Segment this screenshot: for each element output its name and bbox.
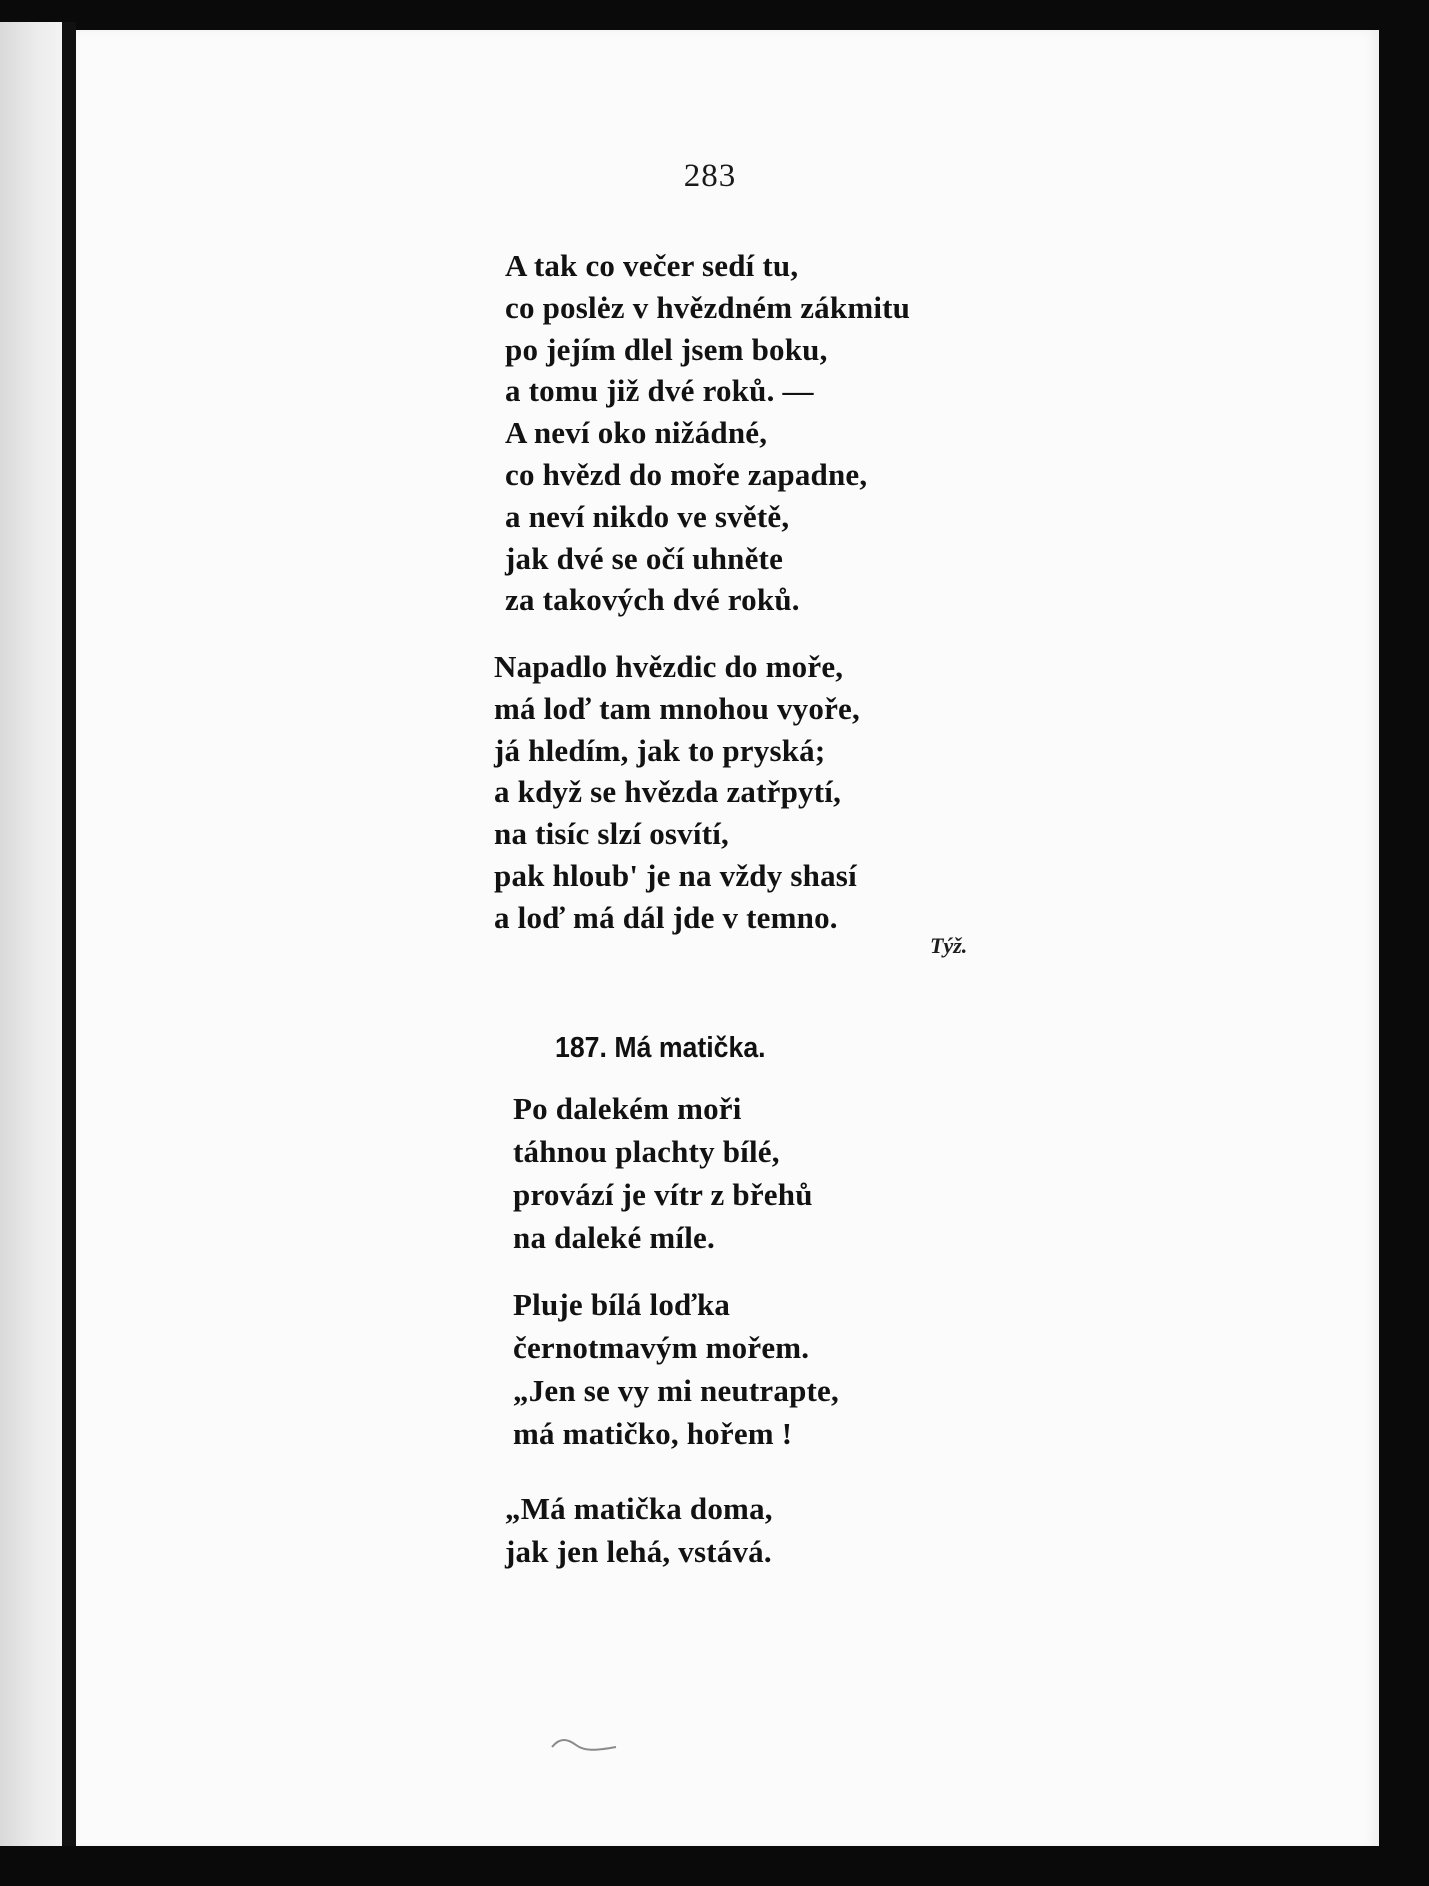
verse-line: „Jen se vy mi neutrapte, — [513, 1373, 839, 1408]
verse-line: A tak co večer sedí tu, — [505, 248, 799, 283]
verse-line: má loď tam mnohou vyoře, — [494, 690, 860, 726]
verse-line: co poslėz v hvězdném zákmitu — [505, 289, 911, 325]
ink-mark — [550, 1735, 620, 1755]
verse-line: na daleké míle. — [513, 1220, 715, 1255]
verse-line: na tisíc slzí osvítí, — [494, 816, 729, 852]
stanza-4 — [513, 1283, 839, 1455]
poem-title: 187. Má matička. — [555, 1032, 766, 1064]
stanza-3 — [513, 1087, 813, 1259]
verse-line: táhnou plachty bílé, — [513, 1134, 780, 1169]
verse-line: a neví nikdo ve světě, — [505, 498, 790, 534]
verse-line: pak hloub' je na vždy shasí — [494, 857, 857, 893]
verse-line: „Má matička doma, — [505, 1491, 773, 1526]
verse-line: po jejím dlel jsem boku, — [505, 331, 828, 367]
stanza-5 — [505, 1487, 773, 1573]
verse-line: jak jen lehá, vstává. — [505, 1534, 772, 1569]
page-number: 283 — [683, 158, 737, 194]
stanza-2 — [494, 646, 860, 939]
verse-line: a tomu již dvé roků. — — [505, 373, 814, 409]
verse-line: a loď má dál jde v temno. — [494, 899, 838, 935]
verse-line: Napadlo hvězdic do moře, — [494, 649, 844, 684]
verse-line: za takových dvé roků. — [505, 582, 800, 618]
scan-bottom-border — [0, 1846, 1429, 1886]
verse-line: A neví oko nižádné, — [505, 415, 768, 451]
verse-line: černotmavým mořem. — [513, 1330, 810, 1365]
scan-right-border — [1379, 30, 1429, 1848]
verse-line: má matičko, hořem ! — [513, 1416, 793, 1451]
stanza-1 — [505, 245, 910, 621]
verse-line: já hledím, jak to pryská; — [494, 732, 826, 768]
previous-page-edge — [0, 22, 62, 1850]
verse-line: co hvězd do moře zapadne, — [505, 456, 868, 492]
verse-line: jak dvé se očí uhněte — [505, 540, 784, 576]
verse-line: a když se hvězda zatřpytí, — [494, 774, 842, 810]
verse-line: provází je vítr z břehů — [513, 1177, 813, 1212]
author-attribution: Týž. — [930, 933, 968, 958]
verse-line: Po dalekém moři — [513, 1091, 742, 1126]
verse-line: Pluje bílá loďka — [513, 1287, 731, 1322]
book-spine-shadow — [62, 22, 76, 1850]
